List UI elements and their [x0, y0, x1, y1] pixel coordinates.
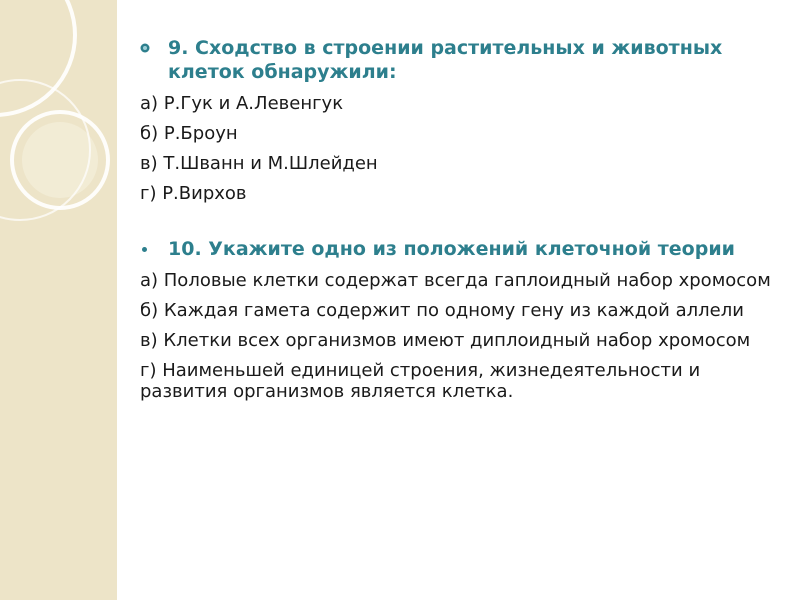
question-10-option-a: а) Половые клетки содержат всегда гаплоидный набор хромосом — [140, 270, 771, 291]
question-10-text: 10. Укажите одно из положений клеточной теории — [168, 238, 735, 260]
question-10 — [140, 237, 780, 261]
decorative-sidebar — [0, 0, 117, 600]
slide-content — [140, 36, 780, 402]
question-10-option-b: б) Каждая гамета содержит по одному гену из каждой аллели — [140, 300, 744, 321]
question-9-text: 9. Сходство в строении растительных и животных клеток обнаружили: — [168, 37, 723, 83]
question-9-option-b: б) Р.Броун — [140, 123, 238, 144]
question-9-option-a: а) Р.Гук и А.Левенгук — [140, 93, 344, 114]
question-10-option-d: г) Наименьшей единицей строения, жизнедеятельности и развития организмов является клетка. — [140, 360, 701, 402]
question-9-option-c: в) Т.Шванн и М.Шлейден — [140, 153, 378, 174]
bullet-dot-icon — [142, 247, 147, 252]
bullet-icon — [140, 43, 150, 53]
decorative-circles-graphic — [0, 0, 117, 600]
question-9-option-d: г) Р.Вирхов — [140, 183, 247, 204]
question-9 — [140, 36, 780, 84]
question-10-option-c: в) Клетки всех организмов имеют диплоидный набор хромосом — [140, 330, 751, 351]
